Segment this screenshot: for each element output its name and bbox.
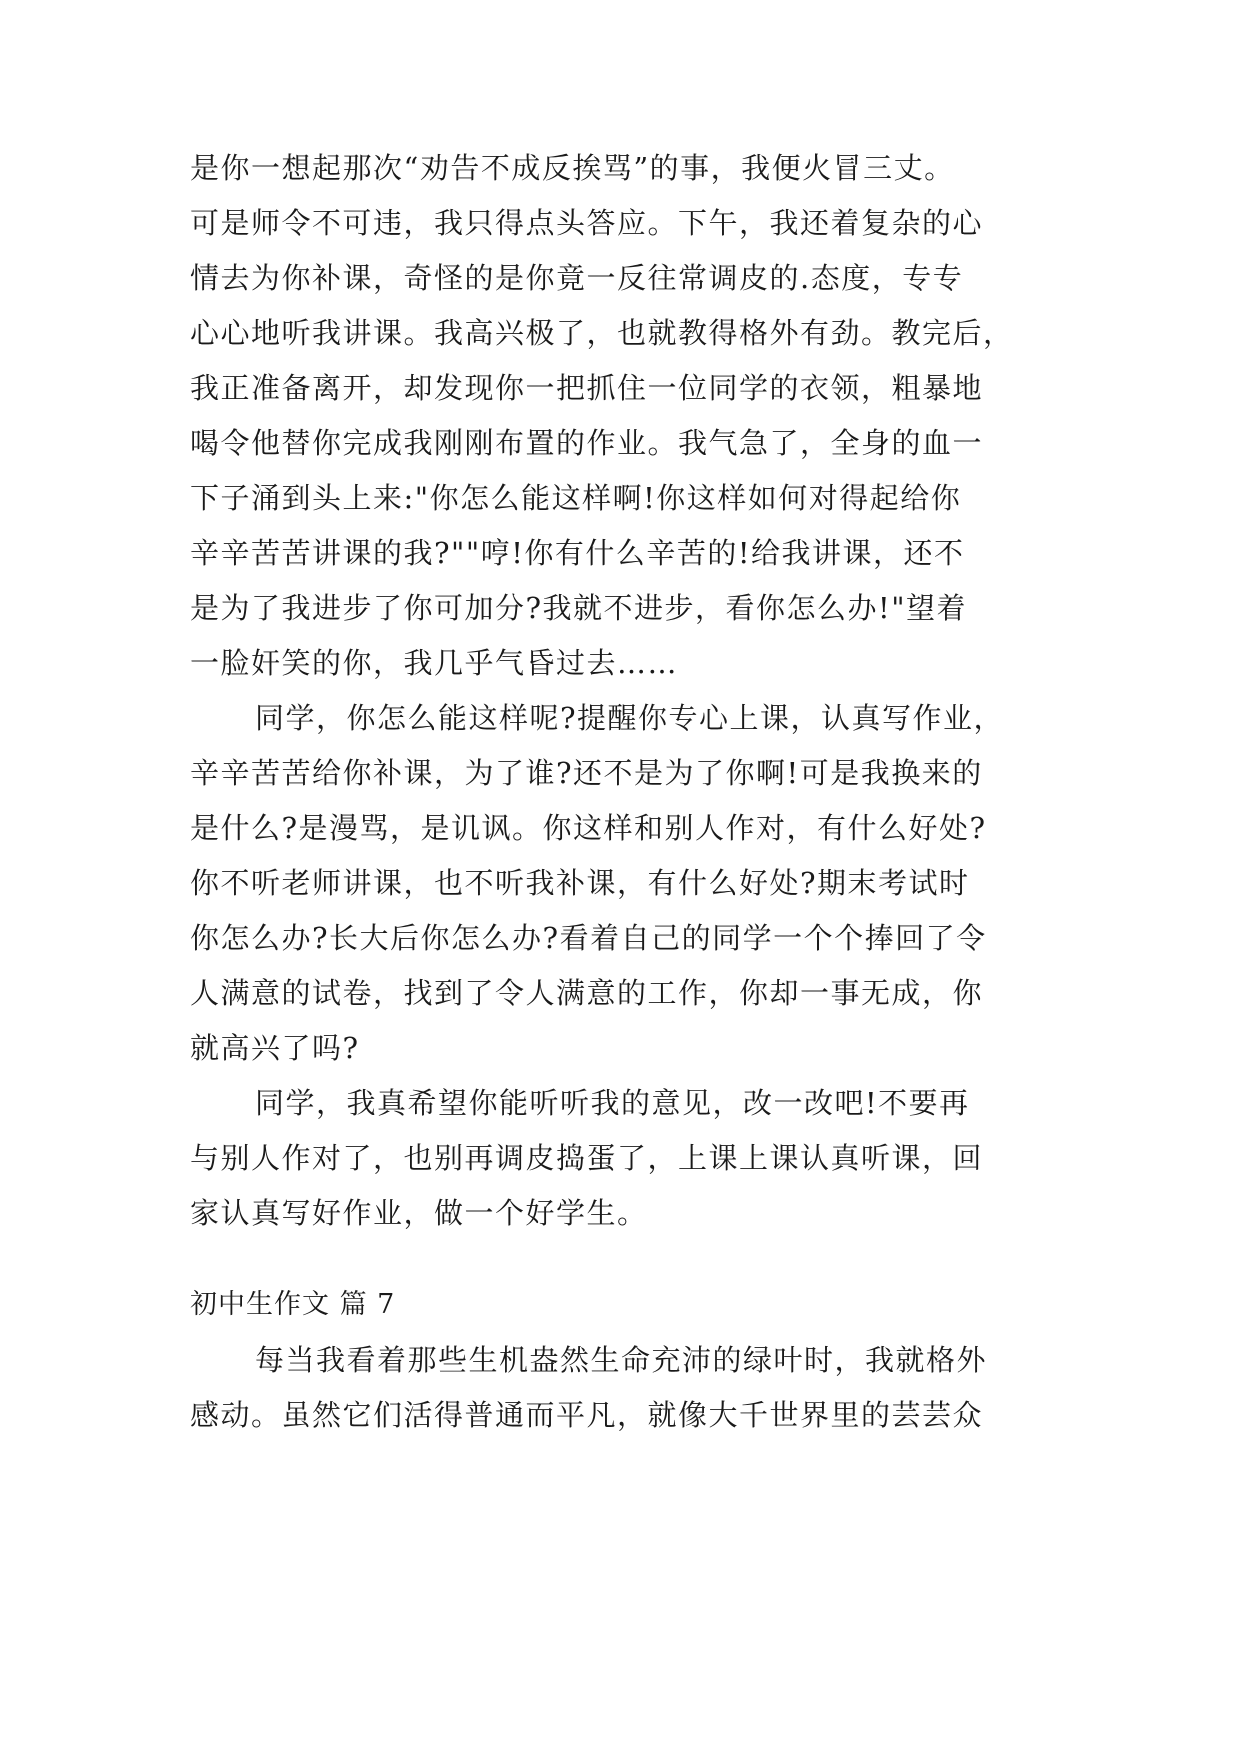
paragraph-2-line-2: 辛辛苦苦给你补课，为了谁?还不是为了你啊!可是我换来的 xyxy=(190,756,983,790)
section-title: 初中生作文 篇 7 xyxy=(190,1289,396,1320)
paragraph-1-line-1: 是你一想起那次“劝告不成反挨骂”的事，我便火冒三丈。 xyxy=(190,151,955,185)
section-7-line-2: 感动。虽然它们活得普通而平凡，就像大千世界里的芸芸众 xyxy=(190,1398,984,1432)
paragraph-1-line-9: 是为了我进步了你可加分?我就不进步，看你怎么办!"望着 xyxy=(190,591,968,625)
paragraph-2-line-6: 人满意的试卷，找到了令人满意的工作，你却一事无成，你 xyxy=(190,976,984,1010)
paragraph-2-line-7: 就高兴了吗? xyxy=(190,1031,360,1065)
paragraph-2-line-5: 你怎么办?长大后你怎么办?看着自己的同学一个个捧回了令 xyxy=(190,921,987,955)
paragraph-3-line-3: 家认真写好作业，做一个好学生。 xyxy=(190,1196,648,1230)
paragraph-1-line-4: 心心地听我讲课。我高兴极了，也就教得格外有劲。教完后， xyxy=(190,316,1014,350)
paragraph-1-line-6: 喝令他替你完成我刚刚布置的作业。我气急了，全身的血一 xyxy=(190,426,984,460)
paragraph-1-line-10: 一脸奸笑的你，我几乎气昏过去…… xyxy=(190,646,679,680)
paragraph-1-line-3: 情去为你补课，奇怪的是你竟一反往常调皮的.态度，专专 xyxy=(190,261,964,295)
paragraph-2-line-3: 是什么?是漫骂，是讥讽。你这样和别人作对，有什么好处? xyxy=(190,811,987,845)
paragraph-2-line-1: 同学，你怎么能这样呢?提醒你专心上课，认真写作业， xyxy=(255,701,1005,735)
paragraph-1-line-2: 可是师令不可违，我只得点头答应。下午，我还着复杂的心 xyxy=(190,206,984,240)
paragraph-1-line-5: 我正准备离开，却发现你一把抓住一位同学的衣领，粗暴地 xyxy=(190,371,984,405)
paragraph-1-line-7: 下子涌到头上来:"你怎么能这样啊!你这样如何对得起给你 xyxy=(190,481,962,515)
paragraph-1-line-8: 辛辛苦苦讲课的我?""哼!你有什么辛苦的!给我讲课，还不 xyxy=(190,536,965,570)
paragraph-3-line-2: 与别人作对了，也别再调皮捣蛋了，上课上课认真听课，回 xyxy=(190,1141,984,1175)
section-7-line-1: 每当我看着那些生机盎然生命充沛的绿叶时，我就格外 xyxy=(255,1343,988,1377)
paragraph-2-line-4: 你不听老师讲课，也不听我补课，有什么好处?期末考试时 xyxy=(190,866,970,900)
paragraph-3-line-1: 同学，我真希望你能听听我的意见，改一改吧!不要再 xyxy=(255,1086,970,1120)
